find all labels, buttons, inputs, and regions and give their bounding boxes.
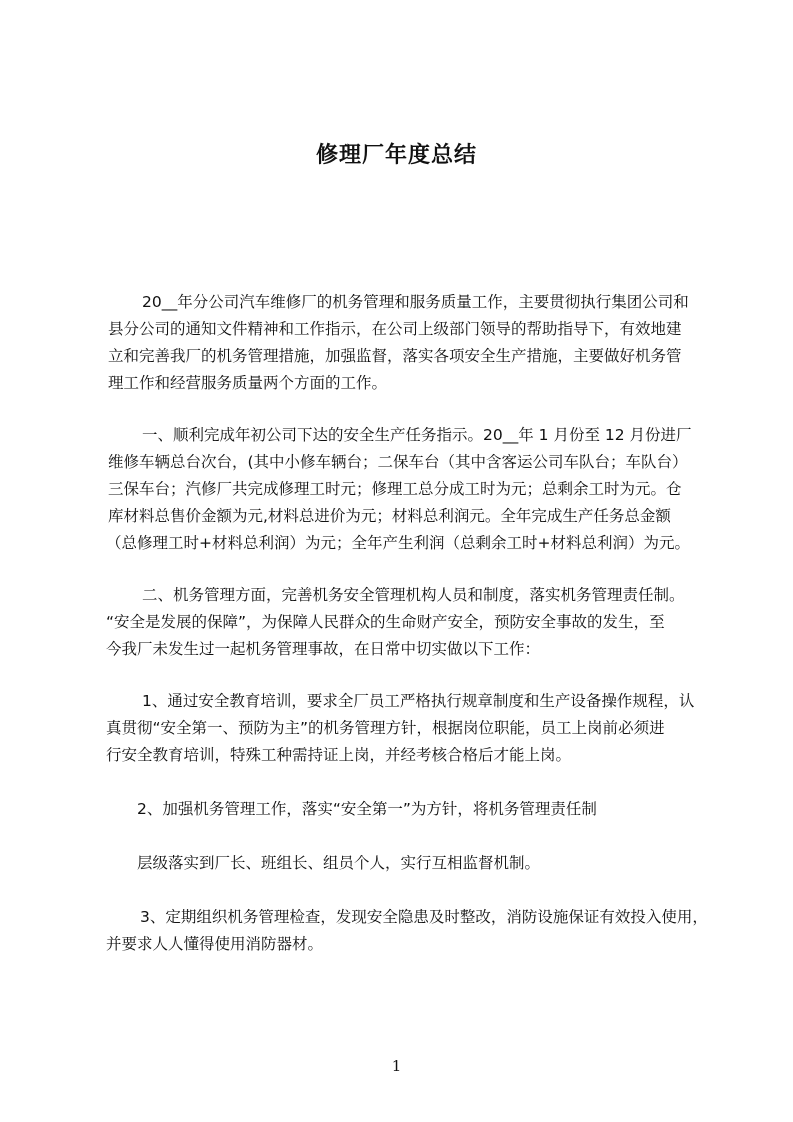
paragraph-line: 立和完善我厂的机务管理措施，加强监督，落实各项安全生产措施，主要做好机务管	[108, 347, 682, 365]
paragraph-line: “安全是发展的保障”，为保障人民群众的生命财产安全，预防安全事故的发生，至	[106, 613, 665, 631]
paragraph-line: （总修理工时+材料总利润）为元；全年产生利润（总剩余工时+材料总利润）为元。	[106, 534, 690, 552]
paragraph-line: 层级落实到厂长、班组长、组员个人，实行互相监督机制。	[137, 854, 541, 872]
paragraph-line: 并要求人人懂得使用消防器材。	[106, 935, 324, 953]
paragraph-line: 理工作和经营服务质量两个方面的工作。	[108, 374, 388, 392]
paragraph-line: 维修车辆总台次台，(其中小修车辆台；二保车台（其中含客运公司车队台；车队台）	[108, 453, 688, 471]
paragraph-line: 20__年分公司汽车维修厂的机务管理和服务质量工作，主要贯彻执行集团公司和	[142, 293, 689, 311]
page-number: 1	[391, 1057, 402, 1075]
paragraph-line: 真贯彻“安全第一、预防为主”的机务管理方针，根据岗位职能，员工上岗前必须进	[106, 719, 665, 737]
paragraph-line: 2、加强机务管理工作，落实“安全第一”为方针，将机务管理责任制	[137, 800, 597, 818]
paragraph-line: 1、通过安全教育培训，要求全厂员工严格执行规章制度和生产设备操作规程，认	[142, 692, 695, 710]
paragraph-line: 行安全教育培训，特殊工种需持证上岗，并经考核合格后才能上岗。	[106, 746, 572, 764]
paragraph-line: 3、定期组织机务管理检查，发现安全隐患及时整改，消防设施保证有效投入使用，	[140, 908, 708, 926]
paragraph-line: 二、机务管理方面，完善机务安全管理机构人员和制度，落实机务管理责任制。	[142, 586, 685, 604]
document-title: 修理厂年度总结	[315, 143, 477, 168]
paragraph-line: 库材料总售价金额为元,材料总进价为元；材料总利润元。全年完成生产任务总金额	[108, 507, 671, 525]
paragraph-line: 县分公司的通知文件精神和工作指示，在公司上级部门领导的帮助指导下，有效地建	[108, 320, 682, 338]
paragraph-line: 三保车台；汽修厂共完成修理工时元；修理工总分成工时为元；总剩余工时为元。仓	[108, 480, 682, 498]
paragraph-line: 今我厂未发生过一起机务管理事故，在日常中切实做以下工作：	[106, 640, 541, 658]
paragraph-line: 一、顺利完成年初公司下达的安全生产任务指示。20__年 1 月份至 12 月份进厂	[142, 426, 692, 444]
